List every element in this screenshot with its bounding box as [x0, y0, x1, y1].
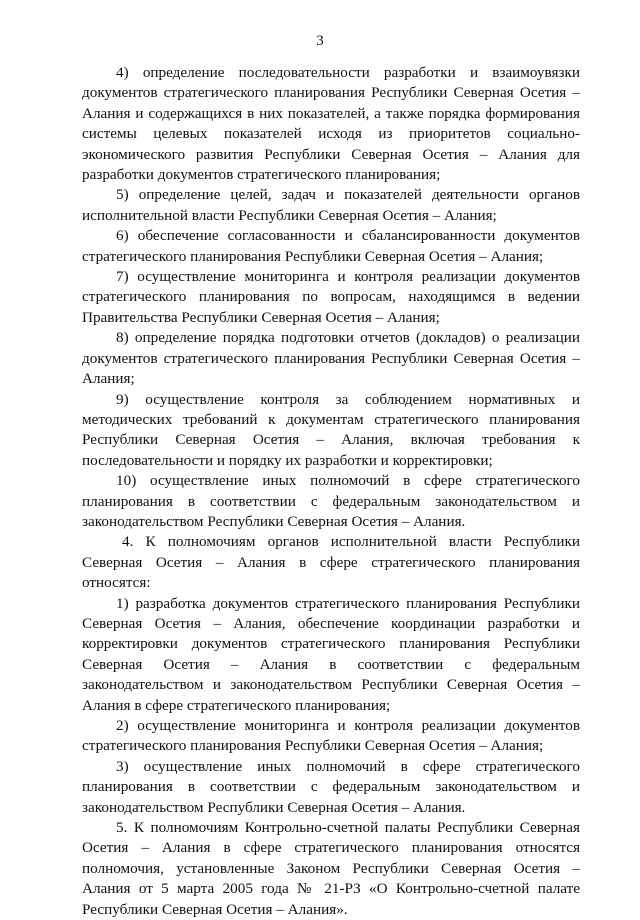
- paragraph-item-6-consistency: 6) обеспечение согласованности и сбалансированности документов стратегического планирования Республики Северная Осетия – Алания;: [82, 227, 580, 265]
- paragraph-item-4-sequence: 4) определение последовательности разработки и взаимоувязки документов стратегического планирования Республики Северная Осетия – Алания и содержащихся в них показателей, а также порядка формирования системы целевых показателей исходя из приоритетов социально-экономического развития Республики Северная Осетия – Алания для разработки документов стратегического планирования;: [82, 64, 580, 184]
- section-4-heading: 4. К полномочиям органов исполнительной власти Республики Северная Осетия – Алания в сфере стратегического планирования относятся:: [82, 533, 580, 592]
- paragraph-item-5-goals: 5) определение целей, задач и показателей деятельности органов исполнительной власти Республики Северная Осетия – Алания;: [82, 186, 580, 224]
- paragraph-item-8-reports: 8) определение порядка подготовки отчетов (докладов) о реализации документов стратегического планирования Республики Северная Осетия – Алания;: [82, 329, 580, 388]
- section-5-paragraph: 5. К полномочиям Контрольно-счетной палаты Республики Северная Осетия – Алания в сфере стратегического планирования относятся полномочия, установленные Законом Республики Северная Осетия – Алания от 5 марта 2005 года № 21-РЗ «О Контрольно-счетной палате Республики Северная Осетия – Алания».: [82, 819, 580, 918]
- section-4-item-3: 3) осуществление иных полномочий в сфере стратегического планирования в соответствии с федеральным законодательством и законодательством Республики Северная Осетия – Алания.: [82, 757, 580, 816]
- document-body: [82, 63, 580, 920]
- page-number: 3: [316, 33, 324, 49]
- paragraph-item-10-other-powers: 10) осуществление иных полномочий в сфере стратегического планирования в соответствии с федеральным законодательством и законодательством Республики Северная Осетия – Алания.: [82, 472, 580, 530]
- paragraph-item-9-control: 9) осуществление контроля за соблюдением нормативных и методических требований к документам стратегического планирования Республики Северная Осетия – Алания, включая требования к последовательности и порядку их разработки и корректировки;: [82, 390, 580, 469]
- section-4-item-1: 1) разработка документов стратегического планирования Республики Северная Осетия – Алания, обеспечение координации разработки и корректировки документов стратегического планирования Республики Северная Осетия – Алания в соответствии с федеральным законодательством и законодательством Республики Северная Осетия – Алания в сфере стратегического планирования;: [82, 594, 580, 714]
- section-4-item-2: 2) осуществление мониторинга и контроля реализации документов стратегического планирования Республики Северная Осетия – Алания;: [82, 717, 580, 755]
- paragraph-item-7-monitoring: 7) осуществление мониторинга и контроля реализации документов стратегического планирования по вопросам, находящимся в ведении Правительства Республики Северная Осетия – Алания;: [82, 268, 580, 326]
